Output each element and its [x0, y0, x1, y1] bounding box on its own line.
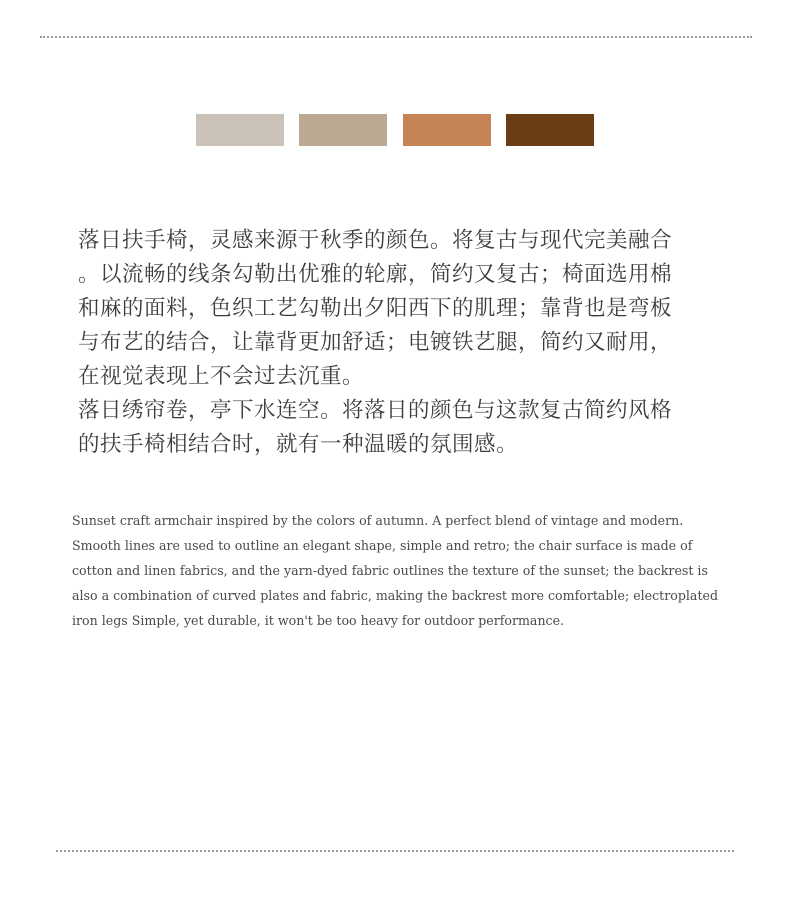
- english-line: Sunset craft armchair inspired by the colors of autumn. A perfect blend of vintage and modern.: [72, 513, 684, 528]
- english-description: [72, 508, 722, 633]
- chinese-line: 与布艺的结合，让靠背更加舒适；电镀铁艺腿，简约又耐用，: [78, 330, 673, 355]
- color-swatch-terracotta: [403, 114, 491, 146]
- chinese-line: 。以流畅的线条勾勒出优雅的轮廓，简约又复古；椅面选用棉: [78, 262, 673, 287]
- chinese-line: 落日扶手椅，灵感来源于秋季的颜色。将复古与现代完美融合: [78, 228, 673, 253]
- bottom-dotted-divider: [56, 850, 734, 852]
- english-line: iron legs Simple, yet durable, it won't be too heavy for outdoor performance.: [72, 613, 565, 628]
- chinese-line: 落日绣帘卷，亭下水连空。将落日的颜色与这款复古简约风格: [78, 398, 673, 423]
- color-swatch-light-greige: [196, 114, 284, 146]
- chinese-line: 在视觉表现上不会过去沉重。: [78, 364, 365, 389]
- english-line: cotton and linen fabrics, and the yarn-dyed fabric outlines the texture of the sunset; the backrest is: [72, 563, 708, 578]
- english-line: Smooth lines are used to outline an elegant shape, simple and retro; the chair surface is made of: [72, 538, 693, 553]
- color-palette: [196, 114, 594, 146]
- english-line: also a combination of curved plates and fabric, making the backrest more comfortable; electroplated: [72, 588, 719, 603]
- chinese-description: [78, 224, 718, 462]
- chinese-line: 和麻的面料，色织工艺勾勒出夕阳西下的肌理；靠背也是弯板: [78, 296, 673, 321]
- chinese-line: 的扶手椅相结合时，就有一种温暖的氛围感。: [78, 432, 519, 457]
- color-swatch-dark-brown: [506, 114, 594, 146]
- color-swatch-tan: [299, 114, 387, 146]
- top-dotted-divider: [40, 36, 752, 38]
